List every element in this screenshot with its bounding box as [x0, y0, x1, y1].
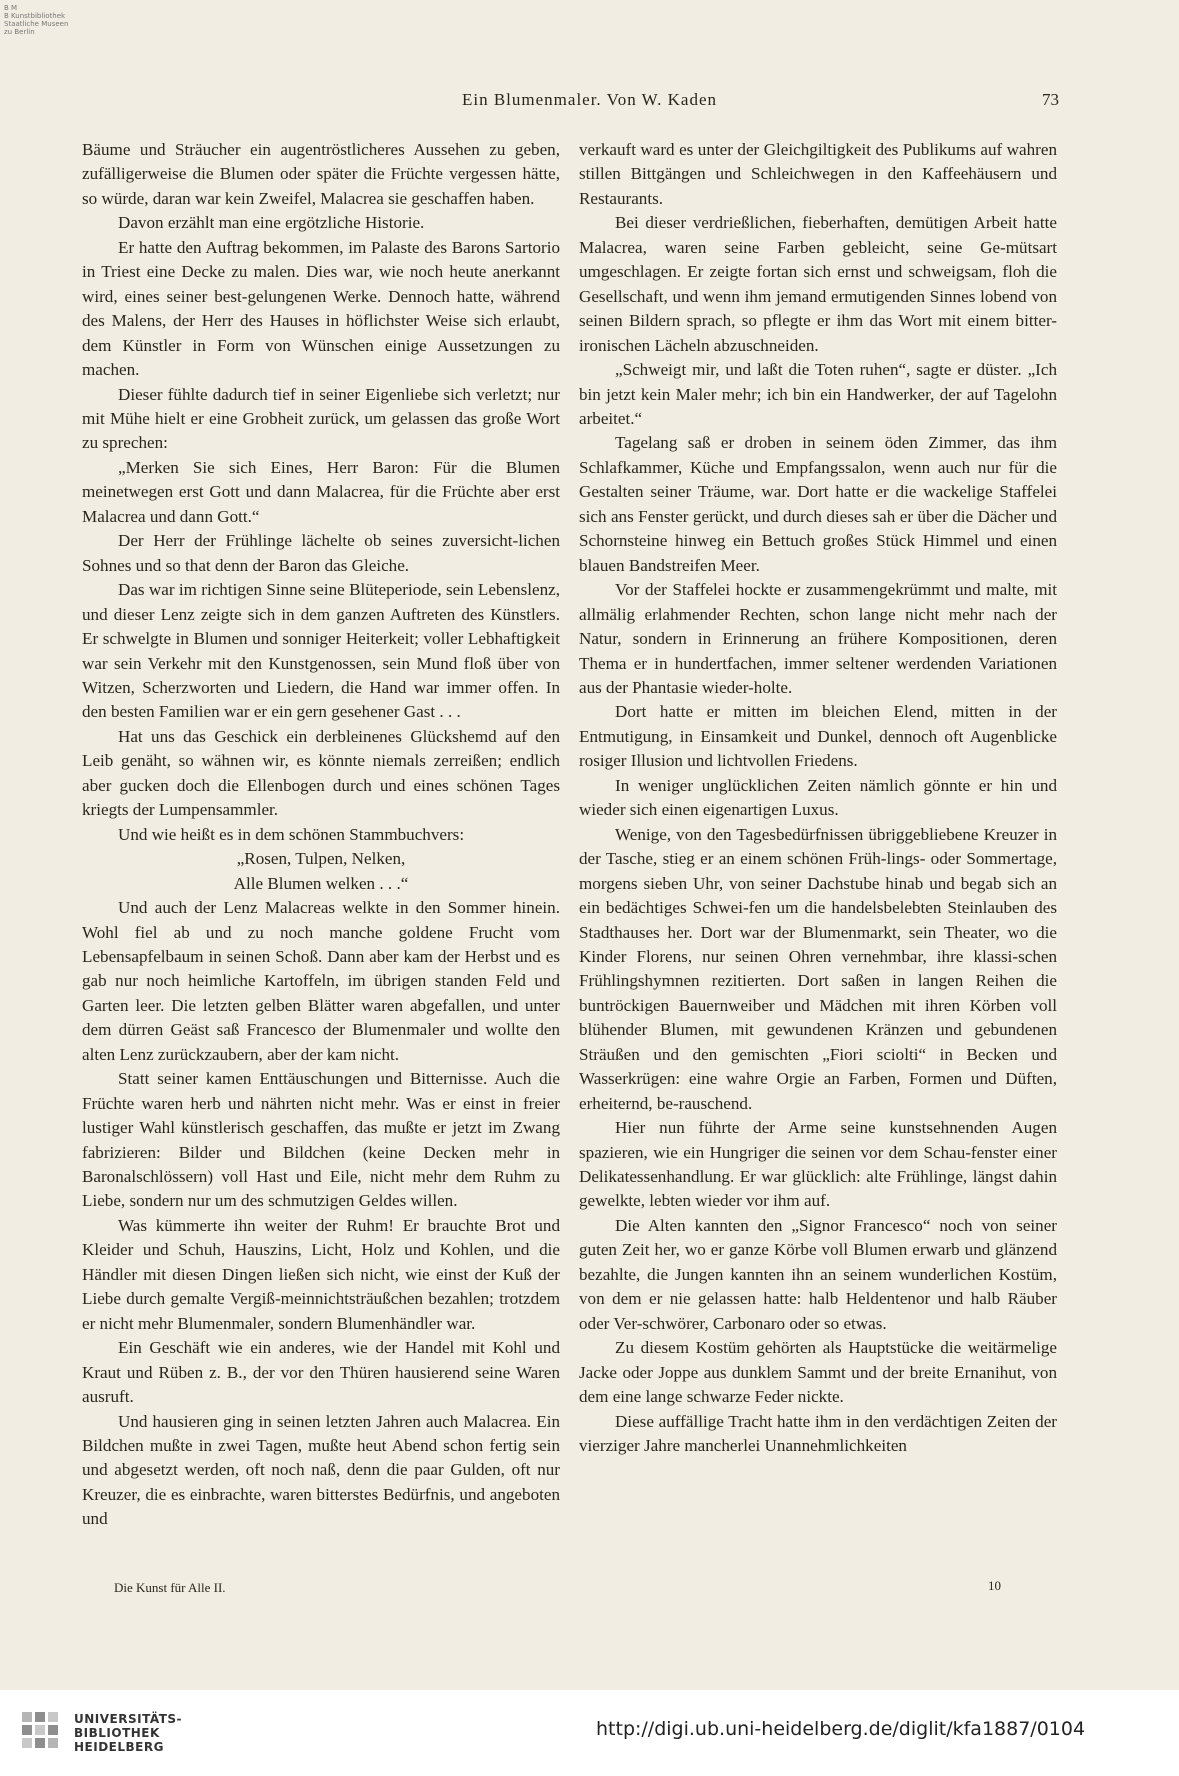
signature-line: Die Kunst für Alle II.	[114, 1580, 226, 1595]
permalink-url[interactable]: http://digi.ub.uni-heidelberg.de/diglit/kfa1887/0104	[596, 1718, 1086, 1740]
paragraph: Dieser fühlte dadurch tief in seiner Eigenliebe sich verletzt; nur mit Mühe hielt er eine Grobheit zurück, um gelassen das große Wort zu sprechen:	[82, 384, 560, 453]
paragraph: Bei dieser verdrießlichen, fieberhaften, demütigen Arbeit hatte Malacrea, waren seine Farben gebleicht, seine Ge-mütsart umgeschlagen. Er zeigte fortan sich ernst und schweigsam, floh die Gesellschaft, und wenn ihm jemand ermutigenden Sinnes lobend von seinen Bildern sprach, so pflegte er ihm das Wort mit einem bitter-ironischen Lächeln abzuschneiden.	[579, 213, 1057, 355]
signature-number: 10	[988, 1578, 1001, 1593]
running-head	[0, 90, 1179, 116]
library-stamp	[4, 4, 68, 36]
paragraph: Die Alten kannten den „Signor Francesco“ noch von seiner guten Zeit her, wo er ganze Körbe voll Blumen erwarb und glänzend bezahlte, die Jungen kannten ihn an seinem wunderlichen Kostüm, von dem er nie gelassen hatte: halb Heldentenor und halb Räuber oder Ver-schwörer, Carbonaro oder so etwas.	[579, 1215, 1057, 1333]
library-name-line: UNIVERSITÄTS-	[74, 1712, 183, 1726]
paragraph: Und hausieren ging in seinen letzten Jahren auch Malacrea. Ein Bildchen mußte in zwei Tagen, mußte heut Abend schon fertig sein und abgesetzt werden, oft noch naß, denn die paar Gulden, oft nur Kreuzer, die es einbrachte, waren bitterstes Bedürfnis, und angeboten und	[82, 1411, 560, 1529]
library-name-line: HEIDELBERG	[74, 1740, 164, 1754]
paragraph: Was kümmerte ihn weiter der Ruhm! Er brauchte Brot und Kleider und Schuh, Hauszins, Licht, Holz und Kohlen, und die Händler mit diesen Dingen ließen sich nicht, wie einst der Kuß der Liebe durch gemalte Vergiß-meinnichtsträußchen bezahlen; trotzdem er nicht mehr Blumenmaler, sondern Blumenhändler war.	[82, 1215, 560, 1333]
verse-line: Alle Blumen welken . . .“	[233, 873, 409, 893]
library-name-line: BIBLIOTHEK	[74, 1726, 160, 1740]
paragraph: Bäume und Sträucher ein augentröstlicheres Aussehen zu geben, zufälligerweise die Blumen oder später die Früchte vergessen hätte, so würde, daran war kein Zweifel, Malacrea sie geschaffen haben.	[82, 140, 560, 208]
verse-line: „Rosen, Tulpen, Nelken,	[236, 849, 406, 869]
paragraph: Er hatte den Auftrag bekommen, im Palaste des Barons Sartorio in Triest eine Decke zu malen. Dies war, wie noch heute anerkannt wird, eines seiner best-gelungenen Werke. Dennoch hatte, während des Malens, der Herr des Hauses in höflichster Weise sich erlaubt, dem Künstler in Form von Wünschen einige Aussetzungen zu machen.	[82, 237, 560, 380]
paragraph: In weniger unglücklichen Zeiten nämlich gönnte er hin und wieder sich einen eigenartigen Luxus.	[579, 775, 1057, 820]
article-title: Ein Blumenmaler. Von W. Kaden	[461, 90, 718, 109]
paragraph: verkauft ward es unter der Gleichgiltigkeit des Publikums auf wahren stillen Bittgängen und Schleichwegen in den Kaffeehäusern und Restaurants.	[579, 140, 1057, 208]
paragraph: Zu diesem Kostüm gehörten als Hauptstücke die weitärmelige Jacke oder Joppe aus dunklem Sammt und der breite Ernanihut, von dem eine lange schwarze Feder nickte.	[579, 1338, 1057, 1407]
stamp-line: B M	[4, 4, 18, 12]
paragraph: Das war im richtigen Sinne seine Blüteperiode, sein Lebenslenz, und dieser Lenz zeigte sich in dem ganzen Auftreten des Künstlers. Er schwelgte in Blumen und sonniger Heiterkeit; voller Lebhaftigkeit war sein Verkehr mit den Kunstgenossen, sein Mund floß über von Witzen, Scherzworten und Liedern, die Hand war immer offen. In den besten Familien war er ein gern gesehener Gast . . .	[82, 580, 560, 722]
stamp-line: B Kunstbibliothek	[4, 12, 66, 20]
page-number: 73	[1042, 90, 1059, 109]
right-column	[579, 138, 1057, 1458]
paragraph: Tagelang saß er droben in seinem öden Zimmer, das ihm Schlafkammer, Küche und Empfangssalon, wenn auch nur für die Gestalten seiner Träume, war. Dort hatte er die wackelige Staffelei sich ans Fenster gerückt, und durch dieses sah er über die Dächer und Schornsteine hinweg ein Bettuch großes Stück Himmel und einen blauen Bandstreifen Meer.	[579, 433, 1057, 575]
paragraph: Vor der Staffelei hockte er zusammengekrümmt und malte, mit allmälig erlahmender Rechten, schon lange nicht mehr nach der Natur, sondern in Erinnerung an frühere Kompositionen, deren Thema er in hundertfachen, immer seltener werdenden Variationen aus der Phantasie wieder-holte.	[579, 580, 1057, 697]
paragraph: Statt seiner kamen Enttäuschungen und Bitternisse. Auch die Früchte waren herb und nährten nicht mehr. Was er einst in freier lustiger Wahl künstlerisch geschaffen, das mußte er jetzt im Zwang fabrizieren: Bilder und Bildchen (keine Decken mehr in Baronalschlössern) voll Hast und Eile, nicht mehr dem Ruhm zu Liebe, sondern nur um des schmutzigen Geldes willen.	[82, 1069, 560, 1211]
paragraph: Hier nun führte der Arme seine kunstsehnenden Augen spazieren, wie ein Hungriger die seinen vor dem Schau-fenster einer Delikatessenhandlung. Er war glücklich: alte Frühlinge, längst dahin gewelkte, lebten wieder vor ihm auf.	[579, 1118, 1057, 1211]
stamp-line: zu Berlin	[4, 28, 35, 36]
paragraph: Hat uns das Geschick ein derbleinenes Glückshemd auf den Leib genäht, so wähnen wir, es könnte niemals zerreißen; endlich aber gucken doch die Ellenbogen durch und eines schönen Tages kriegts der Lumpensammler.	[82, 726, 560, 820]
library-name	[74, 1712, 182, 1754]
paragraph: „Merken Sie sich Eines, Herr Baron: Für die Blumen meinetwegen erst Gott und dann Malacrea, für die Früchte aber erst Malacrea und dann Gott.“	[82, 457, 560, 526]
paragraph: Diese auffällige Tracht hatte ihm in den verdächtigen Zeiten der vierziger Jahre mancherlei Unannehmlichkeiten	[579, 1411, 1057, 1456]
paragraph: Davon erzählt man eine ergötzliche Historie.	[118, 213, 425, 233]
university-library-logo-icon	[18, 1708, 62, 1758]
paragraph: Und auch der Lenz Malacreas welkte in den Sommer hinein. Wohl fiel ab und zu noch manche goldene Frucht vom Lebensapfelbaum in seinen Schoß. Dann aber kam der Herbst und es gab nur noch heimliche Kartoffeln, im übrigen standen Feld und Garten leer. Die letzten gelben Blätter waren abgefallen, und unter dem dürren Geäst saß Francesco der Blumenmaler und wollte den alten Lenz zurückzaubern, aber der kam nicht.	[82, 898, 560, 1064]
paragraph: Dort hatte er mitten im bleichen Elend, mitten in der Entmutigung, in Einsamkeit und Dunkel, dennoch oft Augenblicke rosiger Illusion und lichtvollen Friedens.	[579, 702, 1057, 771]
paragraph: Der Herr der Frühlinge lächelte ob seines zuversicht-lichen Sohnes und so that denn der Baron das Gleiche.	[82, 531, 560, 575]
library-banner	[0, 1690, 1179, 1776]
stamp-line: Staatliche Museen	[4, 20, 69, 28]
paragraph: Wenige, von den Tagesbedürfnissen übriggebliebene Kreuzer in der Tasche, stieg er an einem schönen Früh-lings- oder Sommertage, morgens sieben Uhr, von seiner Dachstube hinab und begab sich an ein bedächtiges Schwei-fen um die handelsbelebten Steinlauben des Stadthauses her. Dort war der Blumenmarkt, sein Theater, wo die Kinder Florens, nur seinen Ohren vernehmbar, ihre klassi-schen Frühlingshymnen rezitierten. Dort saßen in langen Reihen die buntröckigen Bauernweiber und Mädchen mit ihren Körben voll blühender Blumen, mit gewundenen Kränzen und gebundenen Sträußen und den gemischten „Fiori sciolti“ in Becken und Wasserkrügen: eine wahre Orgie an Farben, Formen und Düften, erheiternd, be-rauschend.	[579, 824, 1057, 1113]
left-column	[82, 138, 560, 1532]
paragraph: „Schweigt mir, und laßt die Toten ruhen“, sagte er düster. „Ich bin jetzt kein Maler mehr; ich bin ein Handwerker, der auf Tagelohn arbeitet.“	[579, 360, 1057, 428]
paragraph: Ein Geschäft wie ein anderes, wie der Handel mit Kohl und Kraut und Rüben z. B., der vor den Thüren hausierend seine Waren ausruft.	[82, 1338, 560, 1407]
paragraph: Und wie heißt es in dem schönen Stammbuchvers:	[118, 824, 465, 844]
